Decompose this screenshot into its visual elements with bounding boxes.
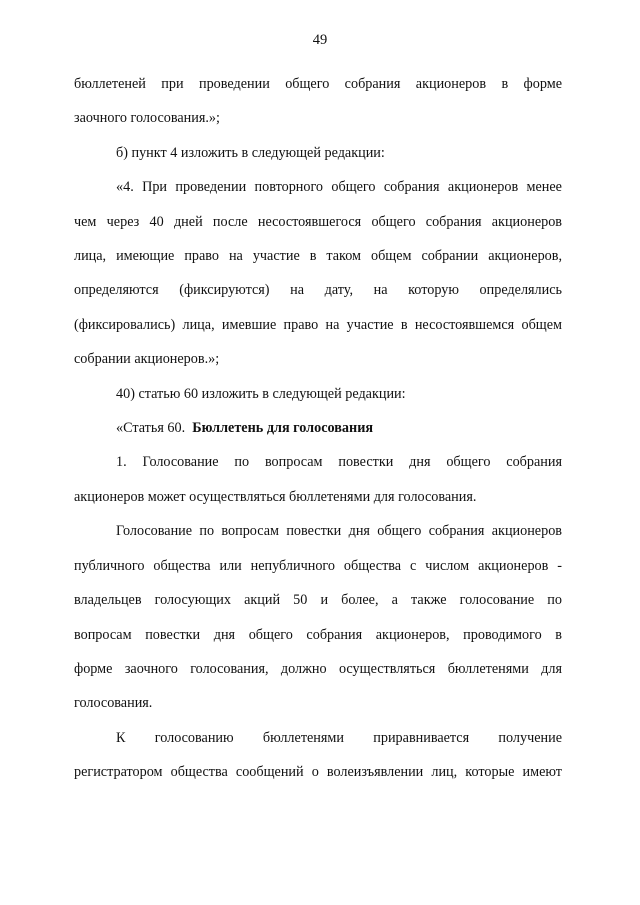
article-heading-line [74, 411, 562, 445]
text-line: публичного общества или непубличного общества с числом акционеров - [74, 557, 562, 574]
text-line: бюллетеней при проведении общего собрания акционеров в форме [74, 76, 562, 92]
article-number: «Статья 60. [116, 420, 186, 437]
text-line: регистратором общества сообщений о волеизъявлении лиц, которые имеют [74, 764, 562, 781]
text-line: заочного голосования.»; [74, 110, 220, 127]
text-line: владельцев голосующих акций 50 и более, а также голосование по [74, 592, 562, 609]
text-line: 40) статью 60 изложить в следующей редакции: [116, 385, 406, 402]
text-line: определяются (фиксируются) на дату, на которую определялись [74, 282, 562, 299]
text-line: «4. При проведении повторного общего собрания акционеров менее [116, 179, 562, 196]
text-line: лица, имеющие право на участие в таком общем собрании акционеров, [74, 248, 562, 265]
text-line: чем через 40 дней после несостоявшегося общего собрания акционеров [74, 213, 562, 230]
text-line: акционеров может осуществляться бюллетенями для голосования. [74, 488, 477, 505]
text-line: 1. Голосование по вопросам повестки дня общего собрания [116, 454, 562, 471]
text-line: форме заочного голосования, должно осуществляться бюллетенями для [74, 660, 562, 677]
text-line: Голосование по вопросам повестки дня общего собрания акционеров [116, 523, 562, 540]
text-line: вопросам повестки дня общего собрания акционеров, проводимого в [74, 626, 562, 643]
text-line: собрании акционеров.»; [74, 351, 220, 368]
text-line: К голосованию бюллетенями приравнивается получение [116, 729, 562, 746]
page-number: 49 [312, 32, 328, 48]
document-body [74, 67, 562, 790]
text-line: голосования. [74, 695, 153, 712]
article-title: Бюллетень для голосования [192, 420, 374, 437]
text-line: (фиксировались) лица, имевшие право на участие в несостоявшемся общем [74, 316, 562, 333]
text-line: б) пункт 4 изложить в следующей редакции: [116, 144, 385, 161]
